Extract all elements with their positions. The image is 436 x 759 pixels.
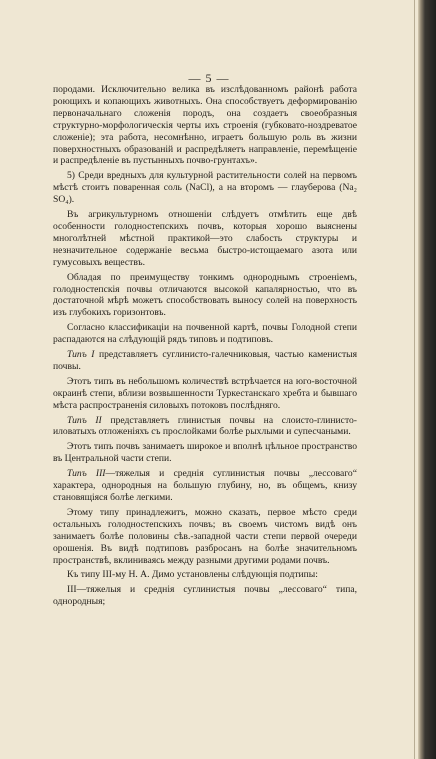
book-binding xyxy=(418,0,436,759)
paragraph: Этотъ типъ почвъ занимаетъ широкое и вполнѣ цѣльное пространство въ Центральной части степи. xyxy=(53,441,357,465)
page-number: — 5 — xyxy=(188,71,230,85)
body-text xyxy=(53,84,357,611)
type-heading: Типъ I xyxy=(67,349,95,361)
paragraph-text: —тяжелыя и среднія суглинистыя почвы „лессоваго“ характера, однородныя на большую глубину, но, въ общемъ, книзу становящіяся болѣе легкими. xyxy=(53,468,357,503)
paragraph: Этотъ типъ въ небольшомъ количествѣ встрѣчается на юго-восточной окраинѣ степи, вблизи возвышенности Туркестанскаго хребта и бывшаго мѣста распространенія силовыхъ потоковъ послѣдняго. xyxy=(53,375,357,411)
paragraph: Согласно классификаціи на почвенной картѣ, почвы Голодной степи распадаются на слѣдующій рядъ типовъ и подтиповъ. xyxy=(53,322,357,346)
paragraph-text: представляетъ глинистыя почвы на слоисто-глинисто-иловатыхъ отложеніяхъ съ прослойками болѣе рыхлыми и супесчаными. xyxy=(53,414,357,438)
paragraph: Въ агрикультурномъ отношеніи слѣдуетъ отмѣтить еще двѣ особенности голодностепскихъ почвъ, которыя хорошо выяснены многолѣтней мѣстной практикой—это слабость структуры и незначительное содержаніе весьма быстро-истощаемаго азота или гумусовыхъ веществъ. xyxy=(53,209,357,268)
type-paragraph xyxy=(53,468,357,504)
paragraph: Обладая по преимуществу тонкимъ однороднымъ строеніемъ, голодностепскія почвы отличаются высокой капалярностью, что въ достаточной мѣрѣ можетъ способствовать выносу солей на поверхность изъ глубокихъ горизонтовъ. xyxy=(53,271,357,319)
paragraph: породами. Исключительно велика въ изслѣдованномъ районѣ работа роющихъ и копающихъ животныхъ. Она способствуетъ деформированію первоначальнаго сложенія породъ, она создаетъ своеобразныя структурно-морфологическія черты ихъ строенія (губковато-ноздреватое сложеніе); эта работа, несомнѣнно, играетъ большую роль въ жизни поверхностныхъ образованій и распредѣляетъ направленіе, перемѣщеніе и распредѣленіе въ пустынныхъ почво-грунтахъ». xyxy=(53,84,357,167)
type-paragraph xyxy=(53,349,357,373)
paragraph: III—тяжелыя и среднія суглинистыя почвы „лессоваго“ типа, однородныя; xyxy=(53,584,357,608)
paragraph: Этому типу принадлежитъ, можно сказать, первое мѣсто среди остальныхъ голодностепскихъ почвъ; въ своемъ чистомъ видѣ онъ занимаетъ болѣе половины сѣв.-западной части степи первой очереди орошенія. Въ видѣ подтиповъ разбросанъ на болѣе значительномъ пространствѣ, вклиниваясь между разными другими родами почвъ. xyxy=(53,506,357,566)
type-paragraph xyxy=(53,415,357,439)
paragraph: Къ типу III-му Н. А. Димо установлены слѣдующія подтипы: xyxy=(67,569,318,581)
type-heading: Типъ III xyxy=(67,468,106,480)
paragraph: 5) Среди вредныхъ для культурной растительности солей на первомъ мѣстѣ стоитъ поваренная соль (NaCl), а на второмъ — глауберова (Na₂ SO₄). xyxy=(53,170,357,206)
paragraph-text: представляетъ суглинисто-галечниковыя, частью каменистыя почвы. xyxy=(53,349,358,372)
page-edge xyxy=(414,0,415,759)
type-heading: Типъ II xyxy=(67,414,102,426)
